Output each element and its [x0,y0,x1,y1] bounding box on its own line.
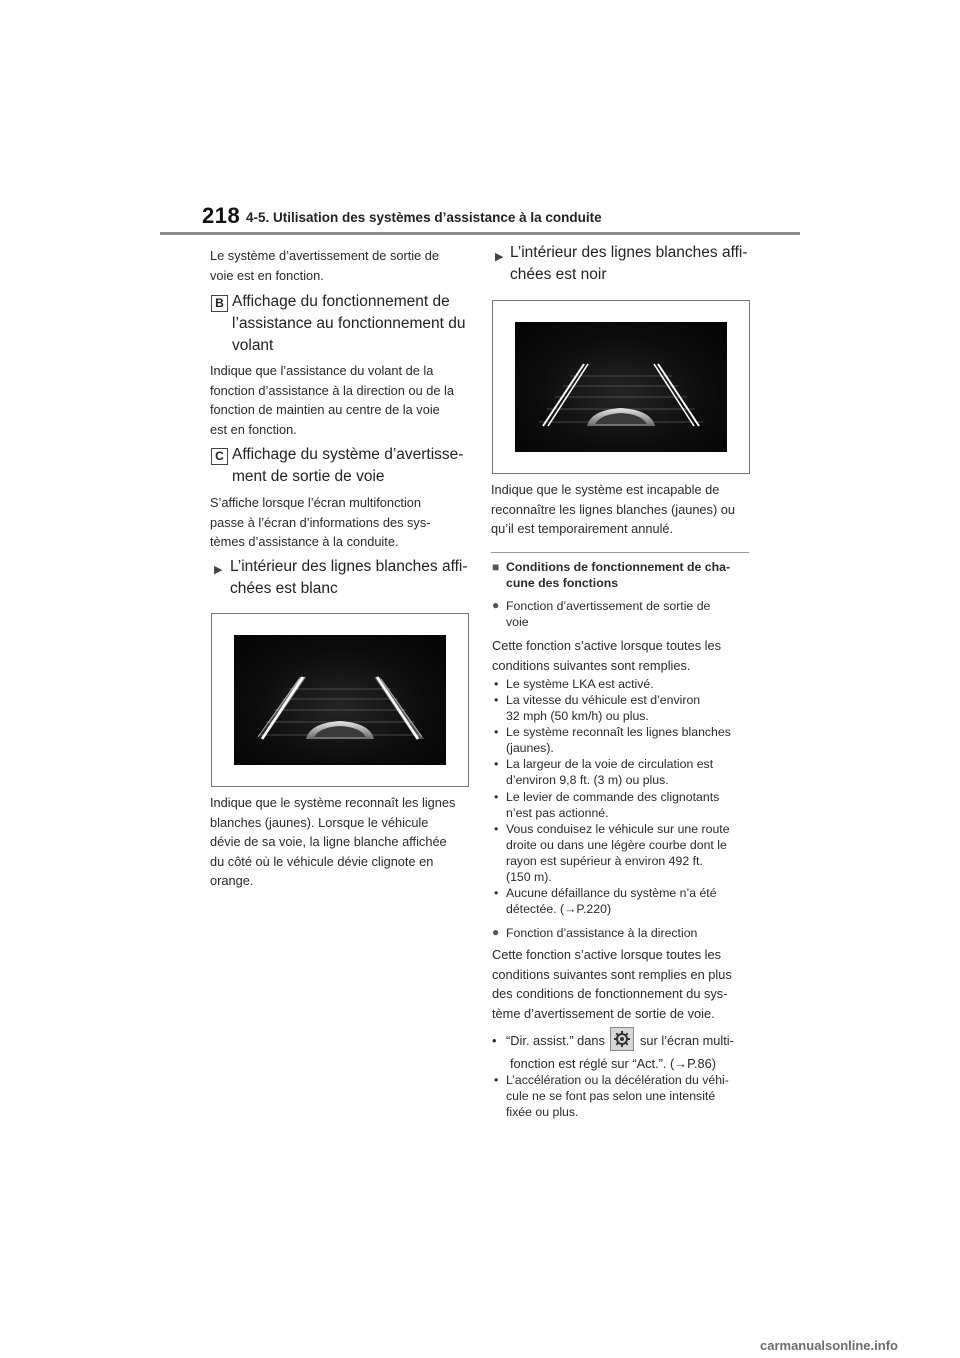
text-line: blanches (jaunes). Lorsque le véhicule [210,814,429,830]
text-line: n’est pas actionné. [506,806,609,820]
heading-line: ment de sortie de voie [232,468,385,485]
text-line: Indique que le système est incapable de [491,482,720,497]
bullet: • [494,886,499,900]
intro-paragraph [210,246,470,285]
section-title: 4-5. Utilisation des systèmes d’assistance à la conduite [246,210,602,225]
triangle-icon: ▶ [495,251,504,263]
lda-condition-list [492,676,757,919]
triangle-icon: ▶ [214,564,223,576]
text-line: fixée ou plus. [506,1105,579,1119]
text-line: 32 mph (50 km/h) ou plus. [506,709,649,723]
heading-line: L’intérieur des lignes blanches affi- [510,244,748,261]
heading-line: cune des fonctions [506,576,619,590]
heading-line: volant [232,337,274,354]
text-line: La vitesse du véhicule est d’environ [506,693,701,707]
bullet: • [494,725,499,739]
heading-line: Affichage du système d’avertisse- [232,446,464,463]
text-line: droite ou dans une légère courbe dont le [506,838,727,852]
text-line: Le système d’avertissement de sortie de [210,248,440,263]
text-line: Le levier de commande des clignotants [506,790,720,804]
text-line: fonction d’assistance à la direction ou de la [210,382,455,398]
gear-icon [610,1027,634,1051]
figure-white-lines [211,613,469,787]
steering-condition-1 [492,1027,760,1074]
text-line: Cette fonction s’active lorsque toutes les [492,638,722,653]
text-line: (150 m). [506,870,552,884]
list-item [492,676,757,692]
list-item [492,756,757,789]
text-line: L’accélération ou la décélération du véhi- [506,1073,729,1087]
list-item [492,692,757,724]
text-line: reconnaître les lignes blanches (jaunes) ou [491,501,735,517]
white-lines-heading [230,556,470,600]
bullet: • [494,790,499,804]
list-item [492,724,757,756]
display-screen [515,322,727,452]
black-lines-caption [491,480,756,539]
callout-b-label: B [211,295,228,312]
item-c-heading [232,444,472,488]
bullet: • [494,757,499,771]
item-c-body [210,493,475,552]
heading-line: Affichage du fonctionnement de [232,293,450,310]
black-lines-heading [510,242,755,286]
text-line: rayon est supérieur à environ 492 ft. [506,854,703,868]
heading-line: L’intérieur des lignes blanches affi- [230,558,468,575]
bullet: • [494,693,499,707]
text-line: voie [506,615,529,629]
text-line: est en fonction. [210,421,297,437]
text-line: dévie de sa voie, la ligne blanche affichée [210,834,447,849]
text-line: Cette fonction s’active lorsque toutes les [492,947,722,962]
text-line: fonction est réglé sur “Act.”. (→P.86) [510,1056,717,1071]
text-line: d’environ 9,8 ft. (3 m) ou plus. [506,773,669,787]
list-item-text [506,756,713,788]
steering-intro [492,945,757,1023]
text-line: (jaunes). [506,741,554,755]
text-line: passe à l’écran d’informations des sys- [210,514,431,530]
white-lines-caption [210,793,475,891]
text-line: détectée. (→P.220) [506,902,612,916]
steering-condition-2 [492,1072,760,1120]
item-b-body [210,361,475,439]
section-divider [491,552,749,553]
page-number: 218 [202,203,241,228]
bullet: • [494,1073,499,1087]
text-line: orange. [210,873,254,888]
steering-function-title: Fonction d’assistance à la direction [506,926,698,940]
list-item [492,885,757,919]
text-line: fonction de maintien au centre de la voie [210,402,440,417]
lane-display-black [515,322,727,452]
text-line: du côté où le véhicule dévie clignote en [210,853,434,869]
heading-line: chées est noir [510,266,607,283]
text-line: cule ne se font pas selon une intensité [506,1089,716,1103]
text-line: Indique que le système reconnaît les lignes [210,795,456,810]
conditions-heading [506,559,756,591]
text-line: Aucune défaillance du système n’a été [506,886,717,900]
text-segment: sur l’écran multi- [640,1033,734,1048]
bullet: • [494,822,499,836]
list-item [492,789,757,821]
square-bullet-icon: ■ [492,560,500,574]
text-line: Le système reconnaît les lignes blanches [506,725,731,739]
text-line: Indique que l’assistance du volant de la [210,363,434,378]
text-line: Vous conduisez le véhicule sur une route [506,822,730,836]
text-line: tèmes d’assistance à la conduite. [210,534,399,549]
text-line: S’affiche lorsque l’écran multifonction [210,495,422,510]
list-item-text [506,821,730,885]
bullet: • [492,1033,497,1048]
text-line: voie est en fonction. [210,267,324,283]
text-line: tème d’avertissement de sortie de voie. [492,1005,715,1021]
lane-display-white [234,635,446,765]
callout-c-label: C [211,448,228,465]
list-item-text [506,1072,760,1120]
item-b-heading [232,291,472,357]
text-line: qu’il est temporairement annulé. [491,521,674,536]
lda-intro [492,636,757,675]
list-item-text: Le système LKA est activé. [506,677,654,691]
circle-bullet-icon: ● [492,925,500,939]
list-item [492,1072,760,1120]
list-item-text [506,789,719,821]
list-item-text [506,724,731,756]
bullet: • [494,677,499,691]
figure-black-lines [492,300,750,474]
heading-line: Conditions de fonctionnement de cha- [506,560,731,574]
display-screen [234,635,446,765]
text-line: conditions suivantes sont remplies en plus [492,966,732,982]
list-item-text [506,692,700,724]
list-item-text [506,885,717,917]
text-line: La largeur de la voie de circulation est [506,757,714,771]
heading-line: chées est blanc [230,580,338,597]
circle-bullet-icon: ● [492,598,500,612]
text-segment: “Dir. assist.” dans [506,1033,605,1048]
text-line: conditions suivantes sont remplies. [492,657,691,673]
list-item [492,821,757,885]
text-line: Fonction d’avertissement de sortie de [506,599,711,613]
watermark: carmanualsonline.info [760,1338,898,1353]
lda-function-title [506,598,756,630]
header-divider [160,232,800,235]
text-line: des conditions de fonctionnement du sys- [492,986,728,1001]
heading-line: l’assistance au fonctionnement du [232,315,466,332]
